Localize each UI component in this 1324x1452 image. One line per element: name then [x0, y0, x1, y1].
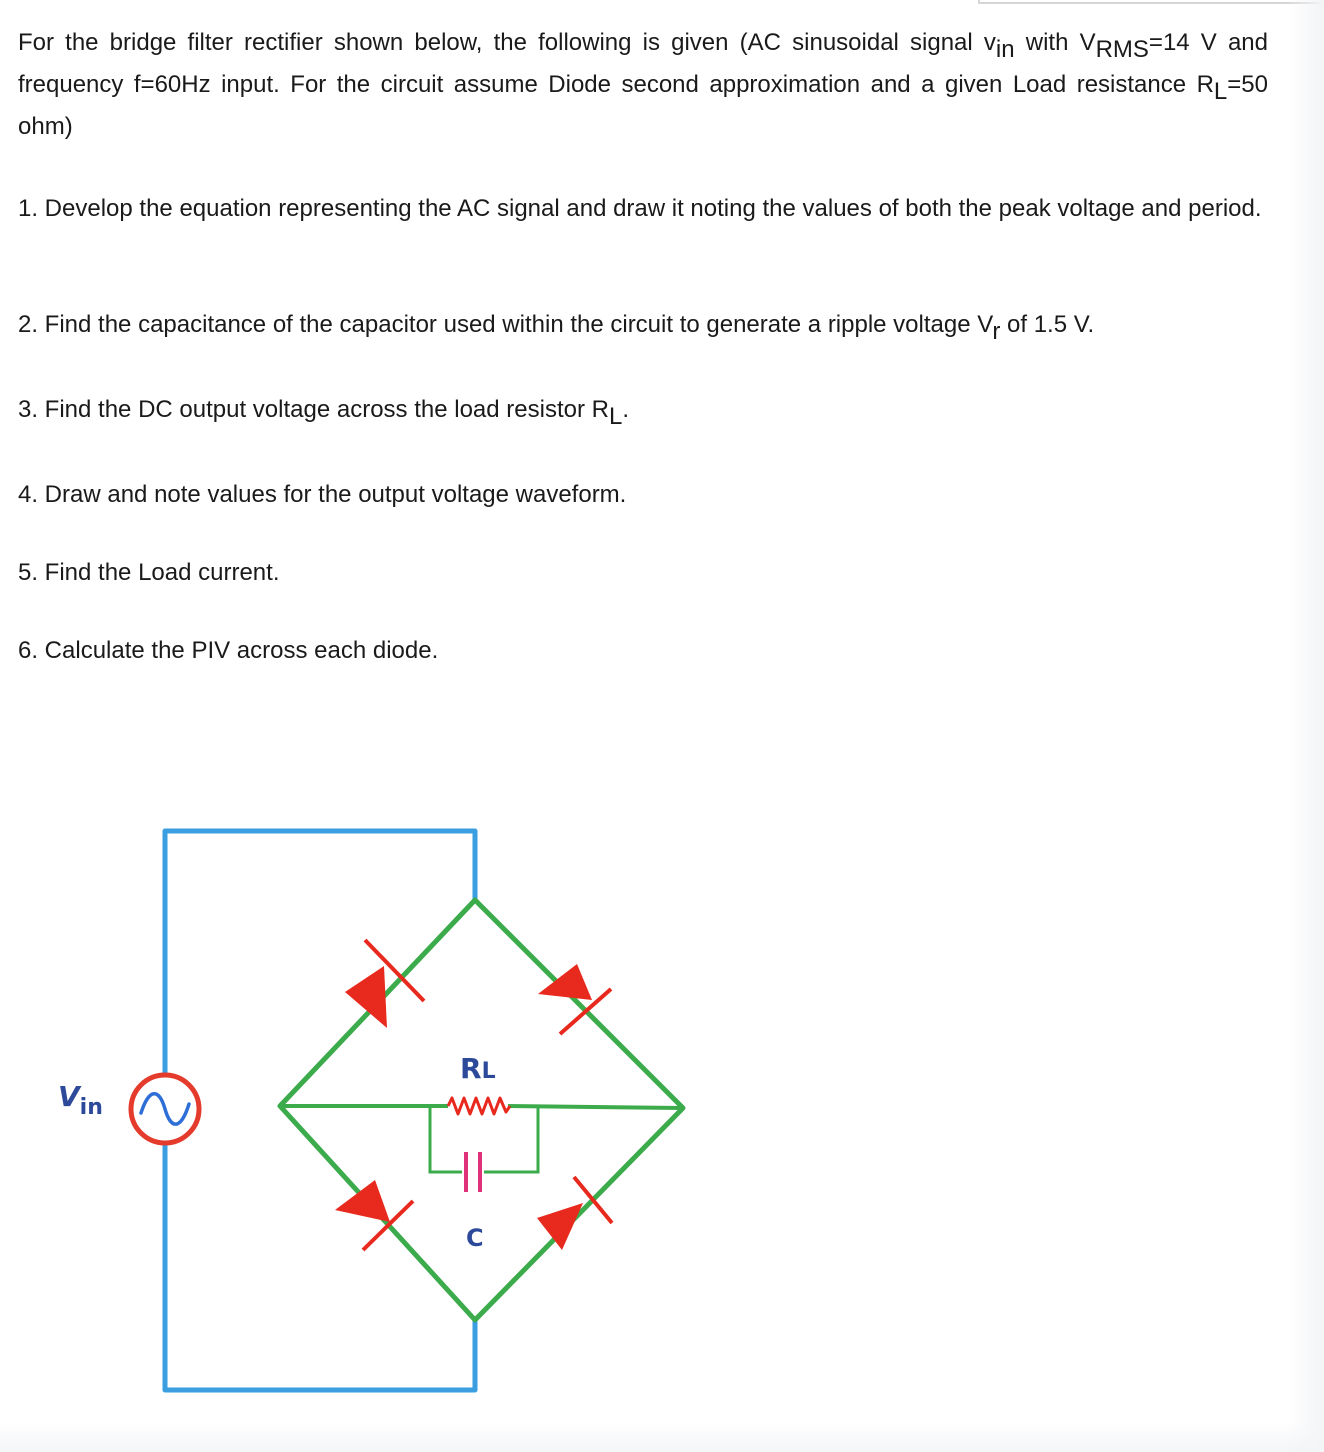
question-6: 6. Calculate the PIV across each diode.: [18, 637, 439, 664]
top-border-rule: [978, 0, 1324, 4]
question-1: 1. Develop the equation representing the AC signal and draw it noting the values of both the peak voltage and period.: [18, 195, 1262, 222]
bottom-edge-shadow: [0, 1422, 1324, 1452]
diode-bottom-right: [537, 1177, 612, 1250]
problem-intro: For the bridge filter rectifier shown below, the following is given (AC sinusoidal signal $v_{in}$ with $V_{RMS}=14$ V and frequency f=60Hz input. For the circuit assume Diode second approximation and a given Load resistance $R_L=50$ ohm): [18, 29, 1268, 140]
question-2: 2. Find the capacitance of the capacitor used within the circuit to generate a ripple voltage $V_r$ of 1.5 V.: [18, 311, 1095, 345]
capacitor-wire-left: [430, 1106, 462, 1172]
question-4: 4. Draw and note values for the output voltage waveform.: [18, 481, 627, 508]
question-3: 3. Find the DC output voltage across the load resistor $R_L$.: [18, 396, 629, 430]
capacitor-label: C: [466, 1224, 484, 1252]
capacitor-wire-right: [484, 1106, 538, 1172]
question-5: 5. Find the Load current.: [18, 559, 280, 586]
load-resistor: [448, 1098, 510, 1114]
right-edge-shadow: [1288, 0, 1324, 1452]
diode-top-left: [345, 940, 424, 1028]
output-wire-right: [508, 1106, 683, 1108]
source-label: $V_{in}$: [58, 1080, 103, 1120]
resistor-label: RL: [460, 1052, 496, 1085]
bridge-rectifier-diagram: [0, 800, 720, 1420]
ac-wire-top: [165, 831, 475, 1090]
